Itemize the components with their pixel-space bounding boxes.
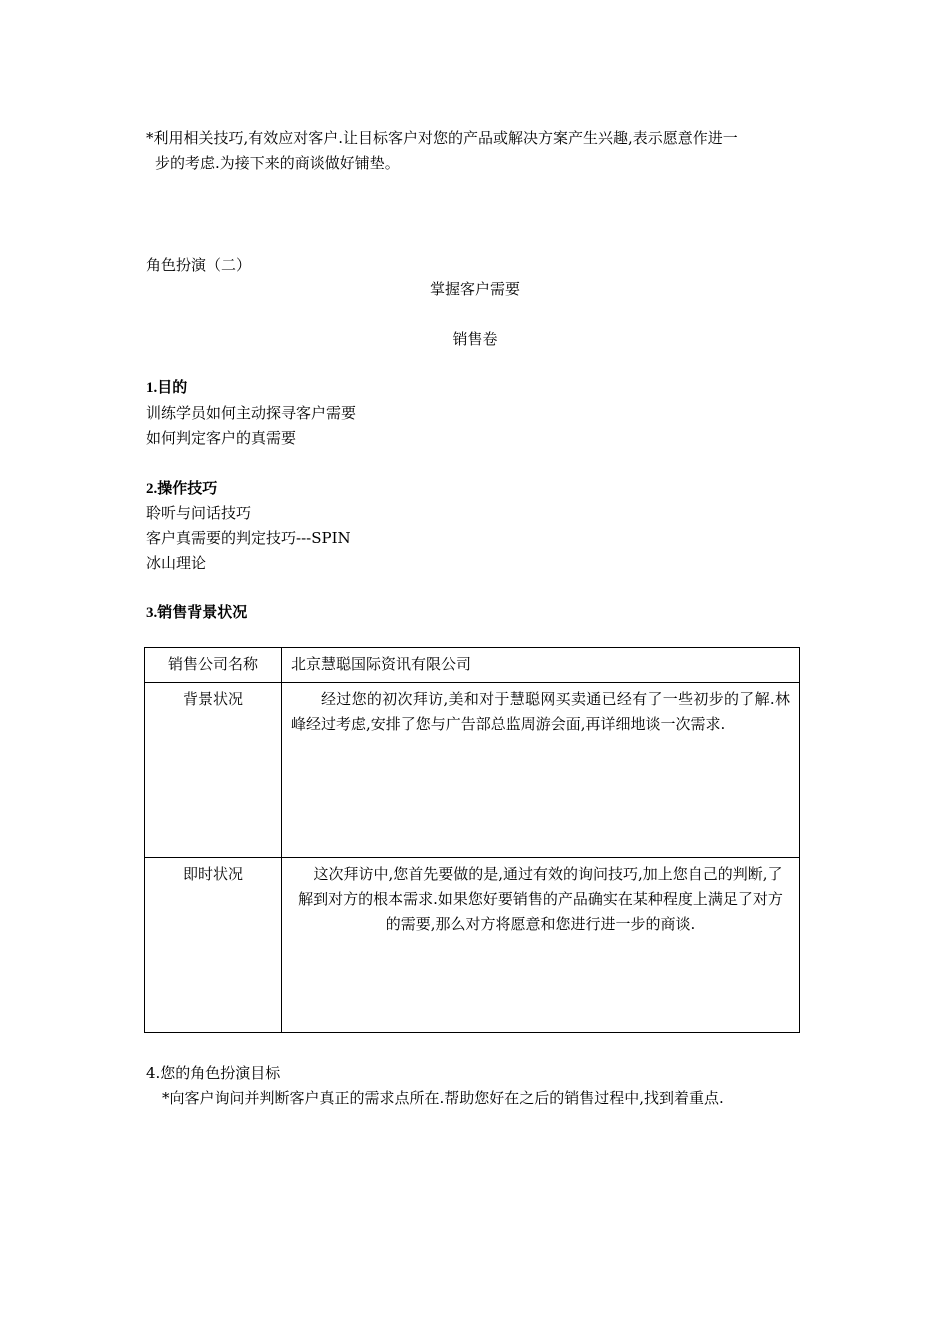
- role-play-title: 角色扮演（二）: [146, 256, 252, 274]
- section-2-heading: 2.操作技巧: [146, 481, 218, 497]
- table-row: [145, 683, 800, 858]
- background-value: 经过您的初次拜访,美和对于慧聪网买卖通已经有了一些初步的了解.林峰经过考虑,安排了您与广告部总监周游会面,再详细地谈一次需求.: [291, 690, 790, 733]
- section-2-item: 客户真需要的判定技巧---SPIN: [146, 529, 351, 547]
- section-2-item: 聆听与问话技巧: [146, 504, 252, 522]
- company-label: 销售公司名称: [145, 648, 282, 683]
- intro-line-2: 步的考虑.为接下来的商谈做好铺垫。: [155, 154, 400, 172]
- background-label: 背景状况: [145, 683, 282, 858]
- current-value: 这次拜访中,您首先要做的是,通过有效的询问技巧,加上您自己的判断,了解到对方的根本需求.如果您好要销售的产品确实在某种程度上满足了对方的需要,那么对方将愿意和您进行进一步的商谈.: [298, 865, 783, 933]
- volume-title: 销售卷: [452, 330, 498, 348]
- sales-background-table: [144, 647, 800, 1033]
- intro-line-1: *利用相关技巧,有效应对客户.让目标客户对您的产品或解决方案产生兴趣,表示愿意作进一: [146, 129, 738, 147]
- section-4-heading: 4.您的角色扮演目标: [146, 1064, 281, 1082]
- section-2-item: 冰山理论: [146, 554, 207, 572]
- section-1-item: 如何判定客户的真需要: [146, 429, 297, 447]
- company-value: 北京慧聪国际资讯有限公司: [282, 648, 800, 683]
- background-cell: [282, 683, 800, 858]
- table-row: [145, 648, 800, 683]
- section-4-item: *向客户询问并判断客户真正的需求点所在.帮助您好在之后的销售过程中,找到着重点.: [162, 1089, 724, 1107]
- section-1-item: 训练学员如何主动探寻客户需要: [146, 404, 357, 422]
- current-label: 即时状况: [145, 858, 282, 1033]
- current-cell: [282, 858, 800, 1033]
- section-3-heading: 3.销售背景状况: [146, 605, 248, 621]
- table-row: [145, 858, 800, 1033]
- section-1-heading: 1.目的: [146, 380, 188, 396]
- subtitle: 掌握客户需要: [429, 280, 520, 298]
